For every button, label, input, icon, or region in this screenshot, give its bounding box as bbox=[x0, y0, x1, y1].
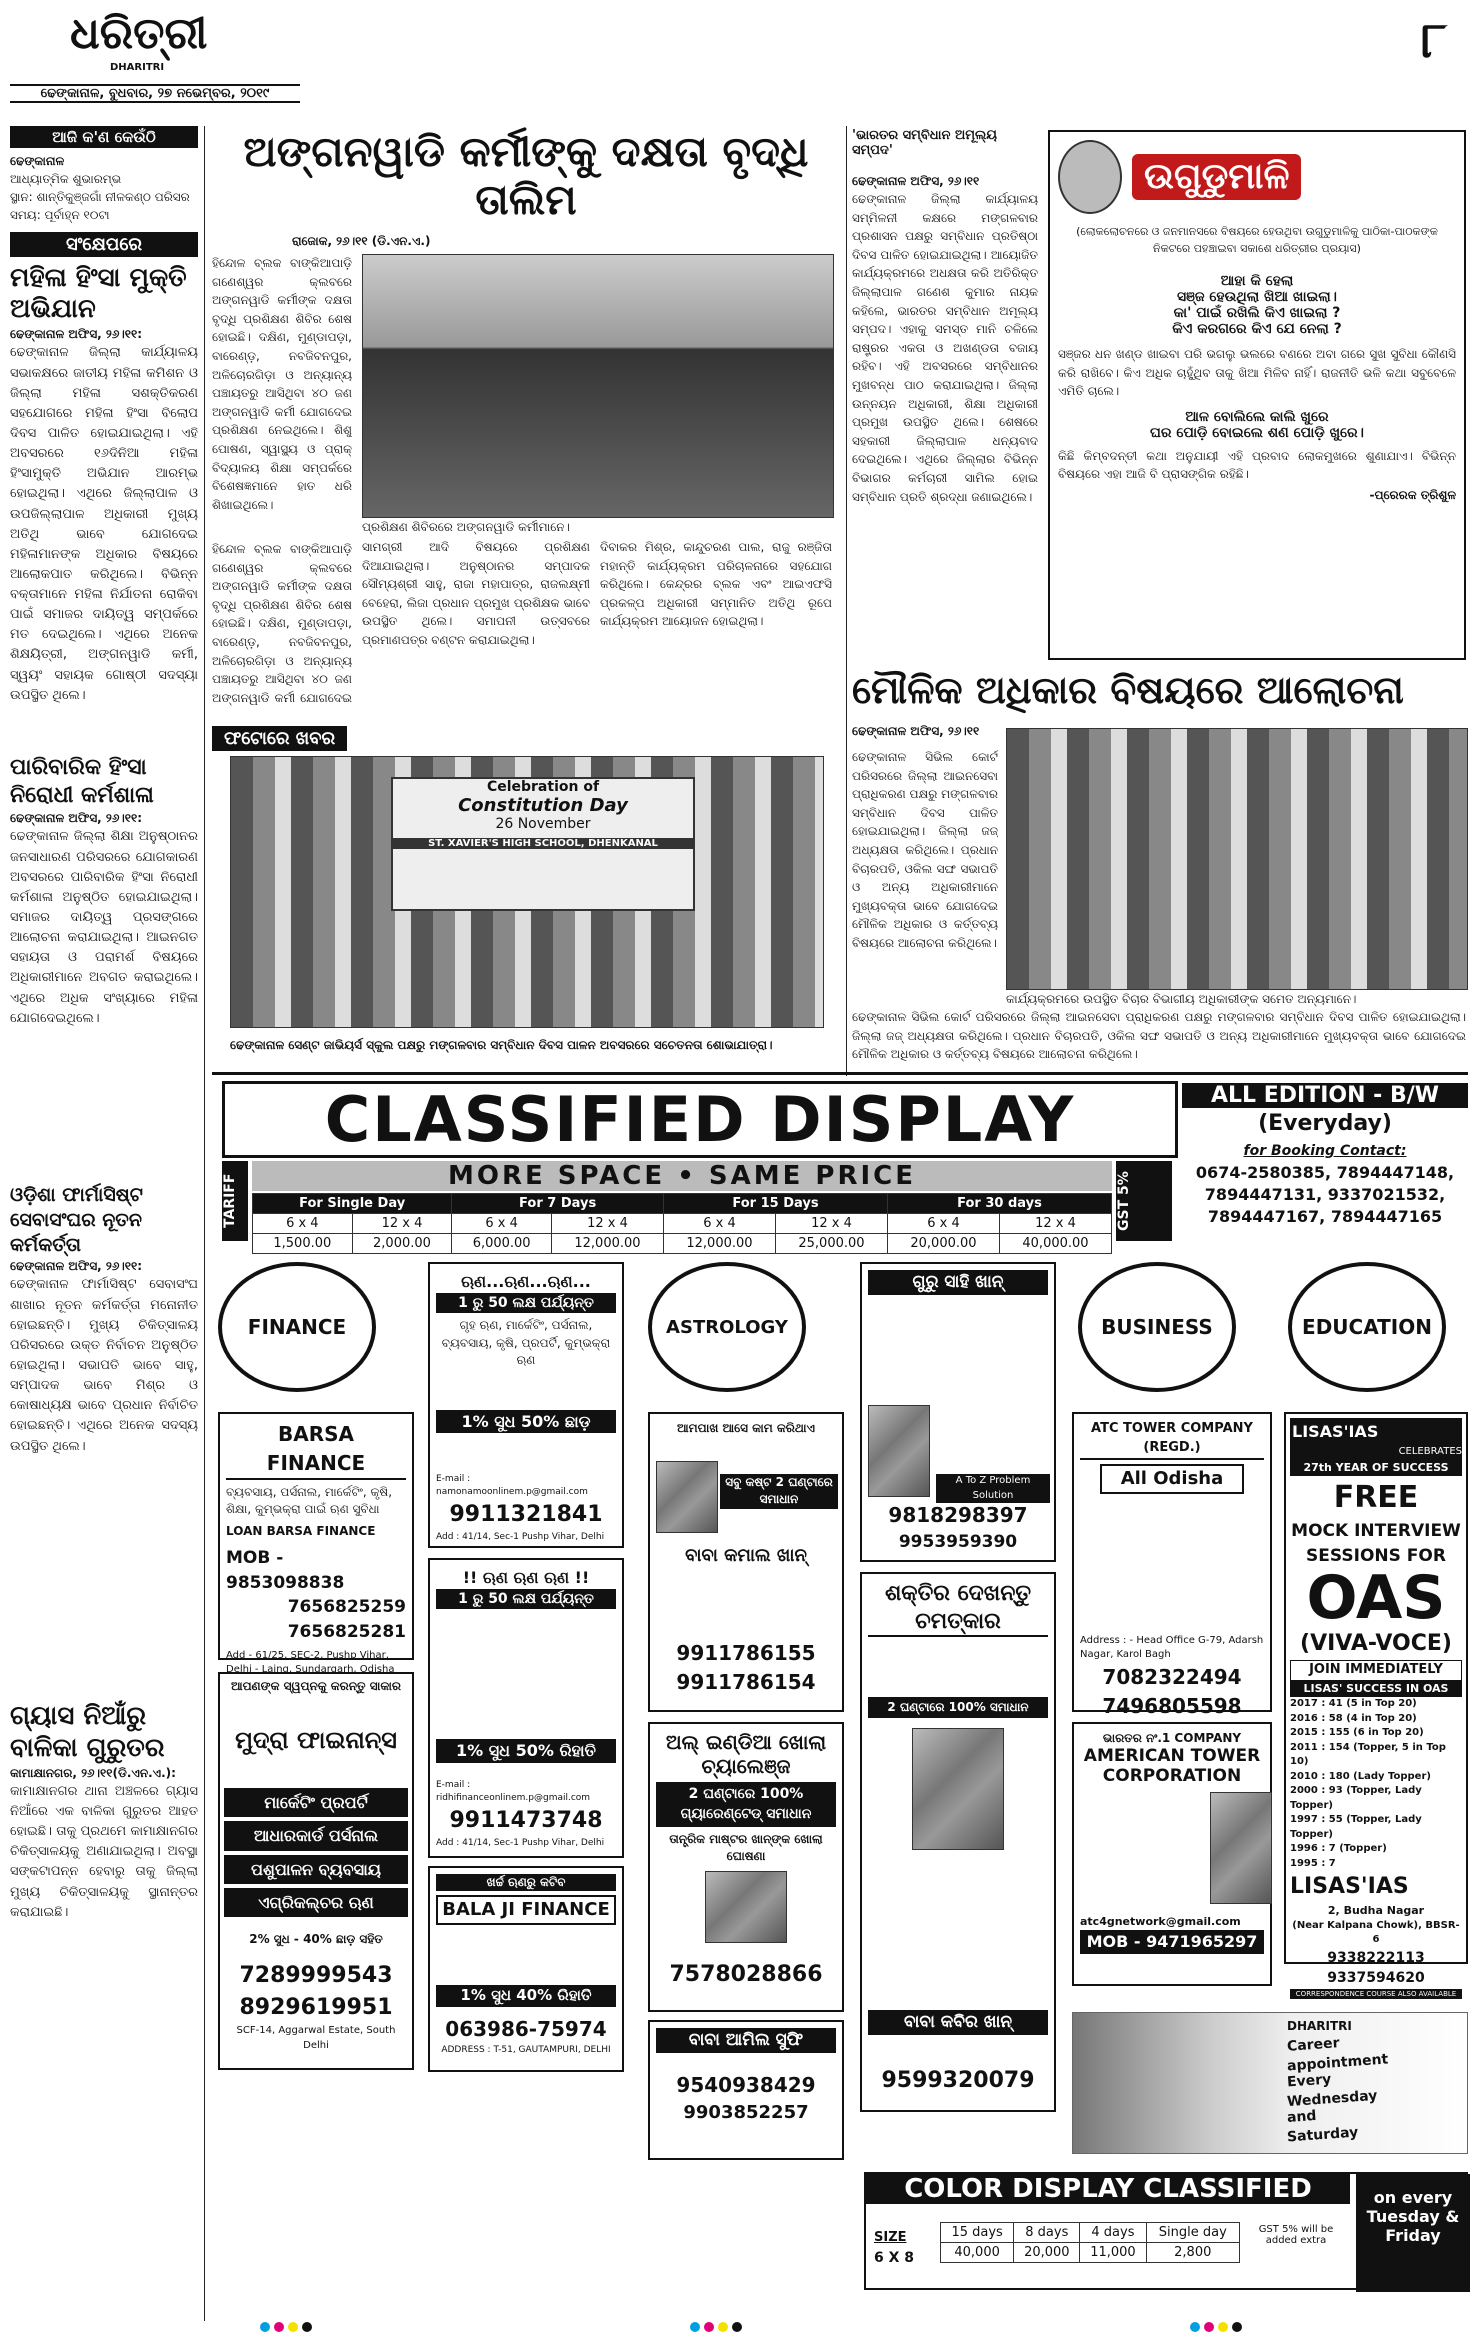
lead-story bbox=[212, 128, 840, 708]
ugudumali-text: କିଛି କିମ୍ବଦନ୍ତୀ କଥା ଅନୁଯାୟୀ ଏହି ପ୍ରବାଦ ଲୋକମୁଖରେ ଶୁଣାଯାଏ। ବିଭିନ୍ନ ବିଷୟରେ ଏହା ଆଜି ବି ପ୍ରାସଙ୍ଗିକ ରହିଛି। bbox=[1058, 448, 1456, 482]
ad-title: SESSIONS FOR bbox=[1306, 1545, 1446, 1566]
ad-address: ADDRESS : T-51, GAUTAMPURI, DELHI bbox=[441, 2045, 611, 2056]
tariff-size: 6 x 4 bbox=[663, 1214, 775, 1234]
ad-rate: 2% ସୁଧ - 40% ଛାଡ଼ ସହିତ bbox=[249, 1931, 383, 1946]
finance-label: FINANCE bbox=[247, 1315, 347, 1339]
ad-text: ଆପଣଙ୍କ ସ୍ୱପ୍ନକୁ କରନ୍ତୁ ସାକାର bbox=[230, 1679, 402, 1693]
ad-text: ଆମପାଖ ଆସେ କାମ କରିଥାଏ bbox=[677, 1421, 815, 1435]
register-mark bbox=[1232, 2322, 1242, 2332]
constitution-caption: କାର୍ଯ୍ୟକ୍ରମରେ ଉପସ୍ଥିତ ବିଚାର ବିଭାଗୀୟ ଅଧିକାରୀଙ୍କ ସମେତ ଅନ୍ୟମାନେ। bbox=[1006, 992, 1357, 1006]
shakti-portrait bbox=[912, 1728, 1004, 1850]
mid-text: ଢେଙ୍କାନାଳ ଜିଲ୍ଲା କାର୍ଯ୍ୟାଳୟ ସମ୍ମିଳନୀ କକ୍ଷରେ ମଙ୍ଗଳବାର ପ୍ରଶାସନ ପକ୍ଷରୁ ସମ୍ବିଧାନ ପ୍ରତିଷ୍ଠା ଦିବସ ପାଳିତ ହୋଇଯାଇଥିଲା। ଆୟୋଜିତ କାର୍ଯ୍ୟକ୍ରମରେ ଅଧକ୍ଷତା କରି ଅତିରିକ୍ତ ଜିଲ୍ଲାପାଳ ଗଣେଶ କୁମାର ନାୟକ କହିଲେ, ଭାରତର ସମ୍ବିଧାନ ଅମୂଲ୍ୟ ସମ୍ପଦ। ଏହାକୁ ସମସ୍ତ ମାନି ଚଳିଲେ ରାଷ୍ଟ୍ରର ଏକତା ଓ ଅଖଣ୍ଡତା ବଜାୟ ରହିବ। ଏହି ଅବସରରେ ସମ୍ବିଧାନର ମୁଖବନ୍ଧ ପାଠ କରାଯାଇଥିଲା। ଜିଲ୍ଲା ଉନ୍ନୟନ ଅଧିକାରୀ, ଶିକ୍ଷା ଅଧିକାରୀ ପ୍ରମୁଖ ଉପସ୍ଥିତ ଥିଲେ। ଶେଷରେ ସହକାରୀ ଜିଲ୍ଲାପାଳ ଧନ୍ୟବାଦ ଦେଇଥିଲେ। ଏଥିରେ ଜିଲ୍ଲାର ବିଭିନ୍ନ ବିଭାଗର କର୍ମଚାରୀ ସାମିଲ ହୋଇ ସମ୍ବିଧାନ ପ୍ରତି ଶ୍ରଦ୍ଧା ଜଣାଇଥିଲେ। bbox=[852, 192, 1038, 504]
ad-sub: 2 ଘଣ୍ଟାରେ 100% ସମାଧାନ bbox=[868, 1697, 1048, 1718]
astro-portrait bbox=[656, 1461, 718, 1533]
ad-phone: 9911473748 bbox=[449, 1807, 603, 1833]
register-mark bbox=[288, 2322, 298, 2332]
ad-address: Add : 41/14, Sec-1 Pushp Vihar, Delhi bbox=[436, 1531, 605, 1542]
ad-address: Address : - Head Office G-79, Adarsh Nagar, Karol Bagh bbox=[1080, 1634, 1264, 1661]
lead-headline: ଅଙ୍ଗନୱାଡି କର୍ମୀଙ୍କୁ ଦକ୍ଷତା ବୃଦ୍ଧି ତାଲିମ bbox=[243, 127, 809, 225]
astro-portrait bbox=[705, 1871, 787, 1943]
ad-phone: 9953959390 bbox=[898, 1531, 1018, 1552]
ad-title: (VIVA-VOCE) bbox=[1300, 1631, 1452, 1657]
tariff-label: TARIFF bbox=[222, 1161, 248, 1241]
tariff-price: 1,500.00 bbox=[253, 1234, 353, 1254]
color-display-title: COLOR DISPLAY CLASSIFIED bbox=[866, 2174, 1350, 2204]
lead-photo-caption: ପ୍ରଶିକ୍ଷଣ ଶିବିରରେ ଅଙ୍ଗନୱାଡି କର୍ମୀମାନେ। bbox=[362, 520, 570, 534]
lead-text: ହିନ୍ଦୋଳ ବ୍ଲକ ବାଙ୍କିଆପାଡ଼ି ଗଣେଶ୍ୱର କ୍ଲବରେ ଅଙ୍ଗନୱାଡି କର୍ମୀଙ୍କ ଦକ୍ଷତା ବୃଦ୍ଧି ପ୍ରଶିକ୍ଷଣ ଶିବିର ଶେଷ ହୋଇଛି। ଦକ୍ଷିଣ, ମୁଣ୍ଡାପଡ଼ା, ବାରେଣ୍ଡ଼, ନବଜିବନପୁର, ଅଳିଚୋରଗିଡ଼ା ଓ ଅନ୍ୟାନ୍ୟ ପଞ୍ଚାୟତରୁ ଆସିଥିବା ୪୦ ଜଣ ଅଙ୍ଗନୱାଡି କର୍ମୀ ଯୋଗଦେଇ bbox=[212, 542, 352, 705]
poem-line: ସଞ୍ଜ ହେଉଥିଲା ଖିଆ ଖାଇଲା। bbox=[1177, 289, 1337, 305]
booking-phones: 0674-2580385, 7894447148, bbox=[1195, 1163, 1455, 1182]
ugudumali-text: ସଞ୍ଜର ଧନ ଖଣ୍ଡ ଖାଇବା ପରି ଭଗଲୁ ଭଲରେ ବଣରେ ଅବା ଗରେ ସୁଖ ସୁବିଧା କୌଣସି କରି ରାଖିବେ। କିଏ ଅଧିକ ଚାହୁଁଥିବ ତାକୁ ଖିଆ ମିଳିବ ନାହିଁ। ରାଜନୀତି ଭଳି କଥା ସବୁବେଳେ ଏମିତି ଚାଲେ। bbox=[1058, 347, 1456, 399]
ad-title: ATC TOWER COMPANY (REGD.) bbox=[1080, 1420, 1264, 1460]
ad-text: ଗୃହ ଋଣ, ମାର୍କେଟିଂ, ପର୍ସନାଲ, ବ୍ୟବସାୟ, କୃଷି, ପ୍ରପର୍ଟି, କୁମ୍ଭକ୍ରା ଋଣ bbox=[441, 1318, 611, 1368]
tariff-size: 6 x 4 bbox=[887, 1214, 999, 1234]
ad-label: ଏଗ୍ରିକଲ୍ଚର ଋଣ bbox=[224, 1888, 408, 1917]
guru-portrait bbox=[868, 1405, 930, 1497]
ad-phone: 7578028866 bbox=[669, 1962, 823, 1988]
register-mark bbox=[704, 2322, 714, 2332]
ad-text: ବ୍ୟବସାୟ, ପର୍ସନାଲ, ମାର୍କେଟିଂ, କୃଷି, ଶିକ୍ଷା, କୁମ୍ଭକ୍ରା ପାଇଁ ଋଣ ସୁବିଧା bbox=[226, 1485, 393, 1517]
today-item: ସମୟ: ପୂର୍ବାହ୍ନ ୧୦ଟା bbox=[10, 208, 110, 222]
finance-logo bbox=[218, 1262, 376, 1392]
color-col: Single day bbox=[1146, 2223, 1239, 2243]
color-gst: GST 5% will be added extra bbox=[1258, 2224, 1334, 2246]
ad-title: ଶକ୍ତିର ଦେଖନ୍ତୁ ଚମତ୍କାର bbox=[868, 1580, 1048, 1637]
barsa-finance-ad bbox=[218, 1412, 414, 1676]
poem-line: କିଏ କରଗରେ କିଏ ଯେ ନେଲା ? bbox=[1172, 321, 1342, 337]
color-col: 15 days bbox=[941, 2223, 1014, 2243]
brief-text: ଢେଙ୍କାନାଳ ଜିଲ୍ଲା ଶିକ୍ଷା ଅନୁଷ୍ଠାନର ଜନସାଧାରଣ ପରିସରରେ ଯୋଗକାରଣ ଅବସରରେ ପାରିବାରିକ ହିଂସା ନିରୋଧୀ କର୍ମଶାଳା ଅନୁଷ୍ଠିତ ହୋଇଯାଇଥିଲା। ସମାଜର ଦାୟିତ୍ୱ ପ୍ରସଙ୍ଗରେ ଆଲୋଚନା କରାଯାଇଥିଲା। ଆଇନଗତ ସହାୟତା ଓ ପରାମର୍ଶ ବିଷୟରେ ଅଧିକାରୀମାନେ ଅବଗତ କରାଇଥିଲେ। ଏଥିରେ ଅଧିକ ସଂଖ୍ୟାରେ ମହିଳା ଯୋଗଦେଇଥିଲେ। bbox=[10, 829, 198, 1026]
register-mark bbox=[274, 2322, 284, 2332]
ad-rate: 1% ସୁଧ 50% ଛାଡ଼ bbox=[436, 1410, 616, 1433]
tariff-price: 40,000.00 bbox=[999, 1234, 1111, 1254]
education-logo bbox=[1288, 1262, 1446, 1392]
tariff-price: 6,000.00 bbox=[452, 1234, 552, 1254]
classified-banner bbox=[212, 1072, 1468, 1251]
ad-address: (Near Kalpana Chowk), BBSR-6 bbox=[1292, 1919, 1460, 1946]
banner-text: 26 November bbox=[495, 816, 591, 832]
today-item: ଆଧ୍ୟାତ୍ମିକ ଶୁଭାରମ୍ଭ bbox=[10, 172, 122, 186]
ad-title: ଅଲ୍ ଇଣ୍ଡିଆ ଖୋଲା ଚ୍ୟାଲେଞ୍ଜ bbox=[665, 1730, 827, 1778]
brief-dateline: ଢେଙ୍କାନାଳ ଅଫିସ, ୨୬।୧୧: bbox=[10, 1259, 143, 1274]
masthead-sub: DHARITRI bbox=[110, 62, 165, 73]
ad-label: ମାର୍କେଟିଂ ପ୍ରପର୍ଟି bbox=[224, 1788, 408, 1817]
dateline: ଢେଙ୍କାନାଳ, ବୁଧବାର, ୨୭ ନଭେମ୍ବର, ୨୦୧୯ bbox=[10, 84, 300, 103]
color-col: 4 days bbox=[1080, 2223, 1146, 2243]
constitution-headline: ମୌଳିକ ଅଧିକାର ବିଷୟରେ ଆଲୋଚନା bbox=[852, 668, 1404, 712]
size-label: SIZE bbox=[874, 2230, 907, 2245]
ugudumali-title: ଉଗୁଡୁମାଳି bbox=[1132, 154, 1301, 200]
ad-sub: CELEBRATES bbox=[1290, 1445, 1462, 1460]
ad-sub: 1 ରୁ 50 ଲକ୍ଷ ପର୍ଯ୍ୟନ୍ତ bbox=[436, 1589, 616, 1609]
color-price: 2,800 bbox=[1146, 2243, 1239, 2263]
lead-dateline: ରାଜୋକ, ୨୬।୧୧ (ଡି.ଏନ.ଏ.) bbox=[292, 234, 431, 248]
ad-title: OAS bbox=[1306, 1563, 1446, 1634]
mid-column bbox=[852, 128, 1038, 658]
today-place: ଢେଙ୍କାନାଳ bbox=[10, 154, 65, 168]
ad-title: ବାବା କବିର ଖାନ୍ bbox=[868, 2010, 1048, 2035]
banner-text: Constitution Day bbox=[458, 795, 628, 816]
ad-address: 2, Budha Nagar bbox=[1327, 1903, 1425, 1917]
brief-headline: ମହିଳା ହିଂସା ମୁକ୍ତି ଅଭିଯାନ bbox=[10, 263, 187, 325]
ad-email: E-mail : ridhifinanceonlinem.p@gmail.com bbox=[436, 1779, 591, 1803]
brief-header: ସଂକ୍ଷେପରେ bbox=[10, 232, 198, 257]
ad-sub: ଭାରତର ନଂ.1 COMPANY bbox=[1102, 1731, 1242, 1745]
color-days: on every Tuesday & Friday bbox=[1356, 2174, 1470, 2292]
ad-phone: 9911786155 bbox=[676, 1641, 816, 1666]
career-text: Every bbox=[1286, 2071, 1332, 2091]
ad-sub: 27th YEAR OF SUCCESS bbox=[1290, 1460, 1462, 1476]
ad-sub: LISAS' SUCCESS IN OAS bbox=[1290, 1681, 1462, 1697]
tariff-size: 12 x 4 bbox=[775, 1214, 887, 1234]
ad-phone: 9911321841 bbox=[449, 1501, 603, 1527]
classified-title: CLASSIFIED DISPLAY bbox=[222, 1081, 1178, 1158]
ad-title: BARSA FINANCE bbox=[226, 1420, 406, 1480]
color-price: 20,000 bbox=[1014, 2243, 1080, 2263]
ad-label: ପଶୁପାଳନ ବ୍ୟବସାୟ bbox=[224, 1855, 408, 1884]
constitution-text: ଢେଙ୍କାନାଳ ସିଭିଲ କୋର୍ଟ ପରିସରରେ ଜିଲ୍ଲା ଆଇନସେବା ପ୍ରାଧିକରଣ ପକ୍ଷରୁ ମଙ୍ଗଳବାର ସମ୍ବିଧାନ ଦିବସ ପାଳିତ ହୋଇଯାଇଥିଲା। ଜିଲ୍ଲା ଜଜ୍ ଅଧ୍ୟକ୍ଷତା କରିଥିଲେ। ପ୍ରଧାନ ବିଚାରପତି, ଓକିଲ ସଙ୍ଘ ସଭାପତି ଓ ଅନ୍ୟ ଅଧିକାରୀମାନେ ମୁଖ୍ୟବକ୍ତା ଭାବେ ଯୋଗଦେଇ ମୌଳିକ ଅଧିକାର ଓ କର୍ତ୍ତବ୍ୟ ବିଷୟରେ ଆଲୋଚନା କରିଥିଲେ। bbox=[852, 1010, 1466, 1062]
ad-phone: 7656825259 bbox=[287, 1597, 406, 1618]
constitution-story bbox=[852, 668, 1466, 1078]
astro-ad-3 bbox=[648, 2020, 844, 2160]
shakti-ad bbox=[860, 1572, 1056, 2112]
ad-head: ଋଣ...ଋଣ...ଋଣ... bbox=[461, 1272, 591, 1291]
ad-phone: MOB - 9853098838 bbox=[226, 1548, 345, 1593]
lead-text: ସାମଗ୍ରୀ ଆଦି ବିଷୟରେ ପ୍ରଶିକ୍ଷଣ ଦିଆଯାଇଥିଲା। ଅନୁଷ୍ଠାନର ସମ୍ପାଦକ ସୌମ୍ୟଶ୍ରୀ ସାହୁ, ରାଜା ମହାପାତ୍ର, ରାଜଲକ୍ଷ୍ମୀ ବେହେରା, ଲିଜା ପ୍ରଧାନ ପ୍ରମୁଖ ପ୍ରଶିକ୍ଷକ ଭାବେ ଉପସ୍ଥିତ ଥିଲେ। ସମାପନୀ ଉତ୍ସବରେ ପ୍ରମାଣପତ୍ର ବଣ୍ଟନ କରାଯାଇଥିଲା। bbox=[362, 540, 590, 647]
mid-kicker: 'ଭାରତର ସମ୍ବିଧାନ ଅମୂଲ୍ୟ ସମ୍ପଦ' bbox=[852, 128, 998, 158]
edition-sub: (Everyday) bbox=[1258, 1111, 1392, 1136]
photo-feature-caption: ଢେଙ୍କାନାଳ ସେଣ୍ଟ ଜାଭିୟର୍ସ ସ୍କୁଲ ପକ୍ଷରୁ ମଙ୍ଗଳବାର ସମ୍ବିଧାନ ଦିବସ ପାଳନ ଅବସରରେ ସଚେତନତା ଶୋଭାଯାତ୍ରା। bbox=[230, 1038, 773, 1052]
ad-box-text: 2 ଘଣ୍ଟାରେ 100% ଗ୍ୟାରେଣ୍ଟେଡ୍ ସମାଧାନ bbox=[656, 1782, 836, 1827]
tariff-size: 12 x 4 bbox=[551, 1214, 663, 1234]
ad-title: FREE bbox=[1333, 1479, 1419, 1515]
page-number: ୮ bbox=[1420, 10, 1447, 69]
ad-phone: 7656825281 bbox=[287, 1622, 406, 1643]
lisas-result: 2015 : 155 (6 in Top 20) bbox=[1290, 1727, 1424, 1739]
tariff-period: For 7 Days bbox=[452, 1194, 664, 1214]
register-mark bbox=[260, 2322, 270, 2332]
loan-ad-1 bbox=[428, 1262, 624, 1548]
ad-title: MOCK INTERVIEW bbox=[1291, 1521, 1461, 1542]
brief-headline: ପାରିବାରିକ ହିଂସା ନିରୋଧୀ କର୍ମଶାଳା bbox=[10, 755, 154, 808]
ad-phone: MOB - 9471965297 bbox=[1080, 1930, 1264, 1953]
ad-phone: 9338222113 bbox=[1327, 1949, 1425, 1966]
ad-address: Add - 61/25, SEC-2, Pushp Vihar, Delhi - Laing, Sundargarh, Odisha bbox=[226, 1649, 395, 1676]
brief-headline: ଗ୍ୟାସ ନିଆଁରୁ ବାଳିକା ଗୁରୁତର bbox=[10, 1701, 165, 1763]
career-text: Saturday bbox=[1286, 2124, 1359, 2146]
business-logo bbox=[1078, 1262, 1236, 1392]
ad-phone: 063986-75974 bbox=[445, 2017, 607, 2042]
ad-head: ଖର୍ଚ୍ଚ ଋଣରୁ କଟିବ bbox=[436, 1874, 616, 1891]
ad-address: SCF-14, Aggarwal Estate, South Delhi bbox=[236, 2025, 396, 2051]
booking-phones: 7894447131, 9337021532, bbox=[1204, 1185, 1446, 1204]
lisas-result: 1997 : 55 (Topper, Lady Topper) bbox=[1290, 1814, 1422, 1840]
lead-text: ହିନ୍ଦୋଳ ବ୍ଲକ ବାଙ୍କିଆପାଡ଼ି ଗଣେଶ୍ୱର କ୍ଲବରେ ଅଙ୍ଗନୱାଡି କର୍ମୀଙ୍କ ଦକ୍ଷତା ବୃଦ୍ଧି ପ୍ରଶିକ୍ଷଣ ଶିବିର ଶେଷ ହୋଇଛି। ଦକ୍ଷିଣ, ମୁଣ୍ଡାପଡ଼ା, ବାରେଣ୍ଡ଼, ନବଜିବନପୁର, ଅଳିଚୋରଗିଡ଼ା ଓ ଅନ୍ୟାନ୍ୟ ପଞ୍ଚାୟତରୁ ଆସିଥିବା ୪୦ ଜଣ ଅଙ୍ଗନୱାଡି କର୍ମୀ ଯୋଗଦେଇ ପ୍ରଶିକ୍ଷଣ ନେଇଥିଲେ। ଶିଶୁ ପୋଷଣ, ସ୍ୱାସ୍ଥ୍ୟ ଓ ପ୍ରାକ୍ ବିଦ୍ୟାଳୟ ଶିକ୍ଷା ସମ୍ପର୍କରେ ବିଶେଷଜ୍ଞମାନେ ହାତ ଧରି ଶିଖାଇଥିଲେ। bbox=[212, 256, 352, 512]
tariff-table bbox=[252, 1193, 1112, 1254]
american-tower-ad bbox=[1072, 1722, 1272, 1986]
tariff-period: For 30 days bbox=[887, 1194, 1111, 1214]
ad-title: LISAS'IAS bbox=[1290, 1418, 1462, 1445]
ad-sub: All Odisha bbox=[1100, 1464, 1244, 1494]
ad-title: ମୁଦ୍ରା ଫାଇନାନ୍ସ bbox=[235, 1726, 397, 1755]
ad-box-text: ସବୁ କଷ୍ଟ 2 ଘଣ୍ଟାରେ ସମାଧାନ bbox=[720, 1474, 838, 1509]
ad-title: ବାବା କମାଲ ଖାନ୍ bbox=[685, 1545, 807, 1567]
footer-marks bbox=[0, 2318, 1477, 2338]
ad-title: LISAS'IAS bbox=[1290, 1874, 1409, 1900]
brief-dateline: ଢେଙ୍କାନାଳ ଅଫିସ, ୨୬।୧୧: bbox=[10, 811, 143, 826]
loan-ad-2 bbox=[428, 1558, 624, 1858]
register-mark bbox=[1190, 2322, 1200, 2332]
size-value: 6 X 8 bbox=[874, 2250, 915, 2266]
register-mark bbox=[1218, 2322, 1228, 2332]
brief-dateline: ଢେଙ୍କାନାଳ ଅଫିସ, ୨୬।୧୧: bbox=[10, 327, 143, 342]
tariff-size: 6 x 4 bbox=[253, 1214, 353, 1234]
poem-line: ଆହା କି ହେଲା bbox=[1220, 273, 1294, 289]
career-brand: DHARITRI bbox=[1287, 2019, 1352, 2033]
register-mark bbox=[718, 2322, 728, 2332]
ad-head: !! ଋଣ ଋଣ ଋଣ !! bbox=[462, 1568, 590, 1587]
ad-phone: 7496805598 bbox=[1102, 1693, 1242, 1718]
ad-phone: 7289999543 bbox=[239, 1963, 393, 1989]
brief-text: ଢେଙ୍କାନାଳ ଜିଲ୍ଲା କାର୍ଯ୍ୟାଳୟ ସଭାକକ୍ଷରେ ଜାତୀୟ ମହିଳା କମିଶନ ଓ ଜିଲ୍ଲା ମହିଳା ସଶକ୍ତିକରଣ ସହଯୋଗରେ ମହିଳା ହିଂସା ବିଲୋପ ଦିବସ ପାଳିତ ହୋଇଯାଇଥିଲା। ଏହି ଅବସରରେ ୧୬ଦିନିଆ ମହିଳା ହିଂସାମୁକ୍ତି ଅଭିଯାନ ଆରମ୍ଭ ହୋଇଥିଲା। ଏଥିରେ ଜିଲ୍ଲାପାଳ ଓ ଉପଜିଲ୍ଲାପାଳ ଅଧିକାରୀ ମୁଖ୍ୟ ଅତିଥି ଭାବେ ଯୋଗଦେଇ ମହିଳାମାନଙ୍କ ଅଧିକାର ବିଷୟରେ ଆଲୋକପାତ କରିଥିଲେ। ବିଭିନ୍ନ ବକ୍ତାମାନେ ମହିଳା ନିର୍ଯାତନା ରୋକିବା ପାଇଁ ସମାଜର ଦାୟିତ୍ୱ ସମ୍ପର୍କରେ ମତ ଦେଇଥିଲେ। ଏଥିରେ ଅନେକ ଶିକ୍ଷୟିତ୍ରୀ, ଅଙ୍ଗନୱାଡି କର୍ମୀ, ସ୍ୱୟଂ ସହାୟକ ଗୋଷ୍ଠୀ ସଦସ୍ୟା ଉପସ୍ଥିତ ଥିଲେ। bbox=[10, 345, 198, 703]
lisas-result: 2017 : 41 (5 in Top 20) bbox=[1290, 1698, 1417, 1710]
booking-phones: 7894447167, 7894447165 bbox=[1207, 1207, 1443, 1226]
ugudumali-intro: (ଲୋକଲୋଚନରେ ଓ ଜନମାନସରେ ବିଷୟରେ ହେଉଥିବା ଉଗୁଡୁମାଳିକୁ ପାଠିକା-ପାଠକଙ୍କ ନିକଟରେ ପହଞ୍ଚାଇବା ସକାଶେ ଧରିତ୍ରୀର ପ୍ରୟାସ) bbox=[1076, 225, 1438, 255]
constitution-photo bbox=[1006, 728, 1468, 990]
banner-text: ST. XAVIER'S HIGH SCHOOL, DHENKANAL bbox=[393, 838, 693, 849]
booking-label: for Booking Contact: bbox=[1243, 1143, 1407, 1159]
ad-sub: 1 ରୁ 50 ଲକ୍ଷ ପର୍ଯ୍ୟନ୍ତ bbox=[436, 1293, 616, 1313]
constitution-dateline: ଢେଙ୍କାନାଳ ଅଫିସ, ୨୬।୧୧ bbox=[852, 723, 980, 738]
photo-feature-header: ଫଟୋରେ ଖବର bbox=[212, 726, 347, 751]
masthead bbox=[10, 8, 300, 106]
career-text: Wednesday bbox=[1286, 2087, 1378, 2111]
career-ad bbox=[1072, 2012, 1468, 2154]
ad-label: ଆଧାରକାର୍ଡ ପର୍ସନାଲ bbox=[224, 1821, 408, 1850]
ad-phone: 9818298397 bbox=[888, 1502, 1028, 1527]
astrology-logo bbox=[648, 1262, 806, 1392]
ad-title: AMERICAN TOWER CORPORATION bbox=[1083, 1746, 1261, 1786]
tariff-price: 2,000.00 bbox=[352, 1234, 452, 1254]
lisas-result: 2010 : 180 (Lady Topper) bbox=[1290, 1770, 1431, 1782]
tariff-size: 12 x 4 bbox=[352, 1214, 452, 1234]
ad-sub: LOAN BARSA FINANCE bbox=[226, 1523, 376, 1538]
ugudumali-byline: -ପ୍ରେରକ ତ୍ରିଶୁଳ bbox=[1369, 487, 1456, 502]
ad-phone: 9337594620 bbox=[1327, 1970, 1425, 1987]
career-text: Career bbox=[1286, 2035, 1341, 2055]
ad-sub: ତାନ୍ତ୍ରିକ ମାଷ୍ଟର ଖାନ୍ଙ୍କ ଖୋଲା ଘୋଷଣା bbox=[669, 1831, 823, 1863]
lead-text: ଦିବାକର ମିଶ୍ର, କାନ୍ଦୁଚରଣ ପାଲ, ରାଜୁ ରଞ୍ଜିତା ମହାନ୍ତି କାର୍ଯ୍ୟକ୍ରମ ପରିଚାଳନାରେ ସହଯୋଗ କରିଥିଲେ। କେନ୍ଦ୍ରର ବ୍ଲକ ଏବଂ ଆଇଏଫସି ପ୍ରକଳ୍ପ ଅଧିକାରୀ ସମ୍ମାନିତ ଅତିଥି ରୂପେ କାର୍ଯ୍ୟକ୍ରମ ଆୟୋଜନ ହୋଇଥିଲା। bbox=[600, 540, 832, 629]
register-mark bbox=[732, 2322, 742, 2332]
tariff-size: 12 x 4 bbox=[999, 1214, 1111, 1234]
ad-title: ଗୁରୁ ସାହି ଖାନ୍ bbox=[868, 1270, 1048, 1295]
astro-ad-2 bbox=[648, 1722, 844, 2012]
color-col: 8 days bbox=[1014, 2223, 1080, 2243]
business-label: BUSINESS bbox=[1101, 1315, 1213, 1339]
color-tariff-table bbox=[940, 2222, 1240, 2263]
register-mark bbox=[1204, 2322, 1214, 2332]
atc-tower-ad bbox=[1072, 1412, 1272, 1718]
color-display-box bbox=[864, 2172, 1468, 2290]
brief-text: କାମାକ୍ଷାନଗର ଥାନା ଅଞ୍ଚଳରେ ଗ୍ୟାସ ନିଆଁରେ ଏକ ବାଳିକା ଗୁରୁତର ଆହତ ହୋଇଛି। ତାକୁ ପ୍ରଥମେ କାମାକ୍ଷାନଗର ଚିକିତ୍ସାଳୟକୁ ଅଣାଯାଇଥିଲା। ଅବସ୍ଥା ସଙ୍କଟାପନ୍ନ ହେବାରୁ ତାକୁ ଜିଲ୍ଲା ମୁଖ୍ୟ ଚିକିତ୍ସାଳୟକୁ ସ୍ଥାନାନ୍ତର କରାଯାଇଛି। bbox=[10, 1783, 198, 1920]
ad-sub: JOIN IMMEDIATELY bbox=[1290, 1660, 1462, 1681]
ad-email: atc4gnetwork@gmail.com bbox=[1080, 1915, 1241, 1929]
more-space-banner: MORE SPACE • SAME PRICE bbox=[252, 1161, 1112, 1191]
ugudumali-box bbox=[1048, 130, 1466, 660]
ad-address: Add : 41/14, Sec-1 Pushp Vihar, Delhi bbox=[436, 1837, 605, 1848]
tower-image bbox=[1210, 1792, 1272, 1904]
poem-line: ଆଳ ବୋଲିଲେ କାଲି ଖୁରେ bbox=[1185, 408, 1329, 425]
lisas-result: 2016 : 58 (4 in Top 20) bbox=[1290, 1712, 1417, 1724]
ad-phone: 9903852257 bbox=[683, 2101, 809, 2123]
tariff-price: 20,000.00 bbox=[887, 1234, 999, 1254]
ad-sub: CORRESPONDENCE COURSE ALSO AVAILABLE bbox=[1290, 1989, 1462, 1999]
ad-rate: 1% ସୁଧ 50% ରିହାତି bbox=[436, 1739, 616, 1762]
register-mark bbox=[302, 2322, 312, 2332]
guru-ad bbox=[860, 1262, 1056, 1562]
lisas-result: 1996 : 7 (Topper) bbox=[1290, 1843, 1387, 1855]
astro-ad-1 bbox=[648, 1412, 844, 1712]
brief-headline: ଓଡ଼ିଶା ଫାର୍ମାସିଷ୍ଟ ସେବାସଂଘର ନୂତନ କର୍ମକର୍ତ୍ତା bbox=[10, 1184, 143, 1256]
ad-sub: A To Z Problem Solution bbox=[936, 1474, 1050, 1503]
today-header: ଆଜି କ'ଣ କେଉଁଠି bbox=[10, 126, 198, 148]
edition-label: ALL EDITION - B/W bbox=[1182, 1083, 1468, 1108]
tariff-period: For Single Day bbox=[253, 1194, 452, 1214]
gst-label: GST 5% bbox=[1116, 1161, 1172, 1241]
tariff-period: For 15 Days bbox=[663, 1194, 887, 1214]
masthead-logo: ଧରିତ୍ରୀ bbox=[70, 8, 208, 59]
lisas-result: 2000 : 93 (Topper, Lady Topper) bbox=[1290, 1785, 1422, 1811]
tariff-size: 6 x 4 bbox=[452, 1214, 552, 1234]
banner-text: Celebration of bbox=[486, 779, 600, 795]
mid-dateline: ଢେଙ୍କାନାଳ ଅଫିସ, ୨୬।୧୧ bbox=[852, 174, 980, 188]
left-column bbox=[10, 126, 198, 2316]
ad-phone: 8929619951 bbox=[239, 1995, 393, 2021]
tariff-price: 12,000.00 bbox=[663, 1234, 775, 1254]
lisas-ias-ad bbox=[1284, 1412, 1468, 1998]
lisas-result: 1995 : 7 bbox=[1290, 1857, 1336, 1869]
ad-phone: 9540938429 bbox=[676, 2072, 816, 2097]
register-mark bbox=[690, 2322, 700, 2332]
poem-line: ଘର ପୋଡ଼ି ବୋଇଲେ ଶଣ ପୋଡ଼ି ଖୁରେ। bbox=[1150, 424, 1364, 441]
photo-feature-image bbox=[230, 756, 824, 1028]
ad-title: ବାବା ଆମିଲ ସୁଫି bbox=[656, 2028, 836, 2053]
education-label: EDUCATION bbox=[1302, 1315, 1432, 1339]
ad-phone: 9911786154 bbox=[676, 1670, 816, 1695]
career-text: and bbox=[1286, 2107, 1317, 2127]
color-price: 11,000 bbox=[1080, 2243, 1146, 2263]
balaji-finance-ad bbox=[428, 1866, 624, 2072]
today-item: ସ୍ଥାନ: ଶାନ୍ତିକୁଞ୍ଜଗାଁ ନୀଳକଣ୍ଠ ପରିସର bbox=[10, 190, 190, 204]
ad-phone: 7082322494 bbox=[1102, 1664, 1242, 1689]
tariff-price: 12,000.00 bbox=[551, 1234, 663, 1254]
lead-photo bbox=[362, 254, 834, 518]
ad-phone: 9599320079 bbox=[881, 2068, 1035, 2094]
career-text: appointment bbox=[1286, 2051, 1389, 2075]
ad-email: E-mail : namonamoonlinem.p@gmail.com bbox=[436, 1473, 588, 1497]
poem-line: କା' ପାଇଁ ରଖିଲି କିଏ ଖାଇଲା ? bbox=[1173, 305, 1341, 321]
ad-title: BALA JI FINANCE bbox=[436, 1895, 616, 1925]
tariff-price: 25,000.00 bbox=[775, 1234, 887, 1254]
astrology-label: ASTROLOGY bbox=[666, 1316, 788, 1338]
brief-dateline: କାମାକ୍ଷାନଗର, ୨୬।୧୧(ଡି.ଏନ.ଏ.): bbox=[10, 1765, 176, 1780]
color-price: 40,000 bbox=[941, 2243, 1014, 2263]
mudra-finance-ad bbox=[218, 1672, 414, 2070]
lisas-result: 2011 : 154 (Topper, 5 in Top 10) bbox=[1290, 1741, 1446, 1768]
cartoon-icon bbox=[1058, 140, 1122, 214]
photo-feature bbox=[212, 726, 840, 1076]
brief-text: ଢେଙ୍କାନାଳ ଫାର୍ମାସିଷ୍ଟ ସେବାସଂଘ ଶାଖାର ନୂତନ କର୍ମକର୍ତ୍ତା ମନୋନୀତ ହୋଇଛନ୍ତି। ମୁଖ୍ୟ ଚିକିତ୍ସାଳୟ ପରିସରରେ ଉକ୍ତ ନିର୍ବାଚନ ଅନୁଷ୍ଠିତ ହୋଇଥିଲା। ସଭାପତି ଭାବେ ସାହୁ, ସମ୍ପାଦକ ଭାବେ ମିଶ୍ର ଓ କୋଷାଧ୍ୟକ୍ଷ ଭାବେ ପ୍ରଧାନ ନିର୍ବାଚିତ ହୋଇଛନ୍ତି। ଏଥିରେ ଅନେକ ସଦସ୍ୟ ଉପସ୍ଥିତ ଥିଲେ। bbox=[10, 1277, 198, 1454]
constitution-text: ଢେଙ୍କାନାଳ ସିଭିଲ କୋର୍ଟ ପରିସରରେ ଜିଲ୍ଲା ଆଇନସେବା ପ୍ରାଧିକରଣ ପକ୍ଷରୁ ମଙ୍ଗଳବାର ସମ୍ବିଧାନ ଦିବସ ପାଳିତ ହୋଇଯାଇଥିଲା। ଜିଲ୍ଲା ଜଜ୍ ଅଧ୍ୟକ୍ଷତା କରିଥିଲେ। ପ୍ରଧାନ ବିଚାରପତି, ଓକିଲ ସଙ୍ଘ ସଭାପତି ଓ ଅନ୍ୟ ଅଧିକାରୀମାନେ ମୁଖ୍ୟବକ୍ତା ଭାବେ ଯୋଗଦେଇ ମୌଳିକ ଅଧିକାର ଓ କର୍ତ୍ତବ୍ୟ ବିଷୟରେ ଆଲୋଚନା କରିଥିଲେ। bbox=[852, 750, 998, 950]
ad-rate: 1% ସୁଧ 40% ରିହାତି bbox=[436, 1985, 616, 2007]
